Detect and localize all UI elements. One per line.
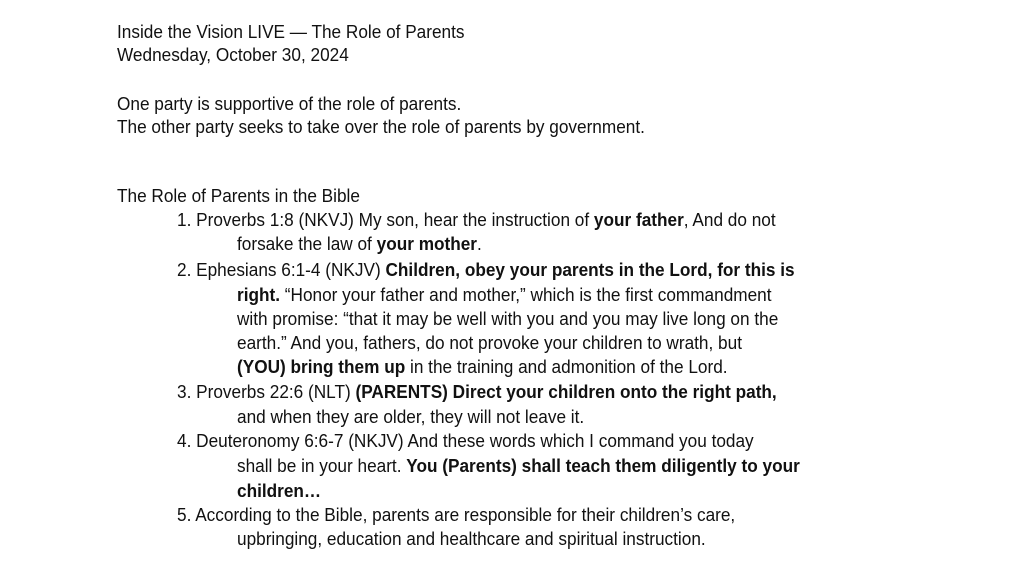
reference-text: Proverbs 22:6 (NLT) [196, 381, 356, 402]
verse-text: earth.” And you, fathers, do not provoke your children to wrath, but [237, 332, 742, 353]
list-item-5-line-2 [237, 527, 706, 551]
verse-text: “Honor your father and mother,” which is the first commandment [280, 284, 772, 305]
list-item-2-line-3 [237, 307, 778, 331]
intro-line-2: The other party seeks to take over the role of parents by government. [117, 116, 645, 137]
emphasis-text: right. [237, 284, 281, 305]
reference-text: Ephesians 6:1-4 (NKJV) [196, 259, 386, 280]
emphasis-text: children… [237, 480, 322, 501]
verse-text: and when they are older, they will not leave it. [237, 406, 585, 427]
emphasis-text: Children, obey your parents in the Lord, for this is [385, 259, 795, 280]
verse-text: with promise: “that it may be well with you and you may live long on the [237, 308, 779, 329]
emphasis-text: (YOU) bring them up [237, 356, 406, 377]
reference-text: Deuteronomy 6:6-7 (NKJV) And these words which I command you today [196, 430, 754, 451]
section-heading: The Role of Parents in the Bible [117, 185, 360, 206]
list-item-number: 5. [177, 504, 192, 525]
list-item-4-line-3 [237, 479, 321, 503]
verse-text: forsake the law of [237, 233, 377, 254]
verse-text: in the training and admonition of the Lord. [405, 356, 728, 377]
list-item-2-line-2 [237, 283, 772, 307]
emphasis-text: (PARENTS) Direct your children onto the right path, [355, 381, 777, 402]
list-item-number: 2. [177, 259, 192, 280]
verse-text: shall be in your heart. [237, 455, 407, 476]
emphasis-text: You (Parents) shall teach them diligently to your [406, 455, 800, 476]
list-item-1-line-2 [237, 232, 482, 256]
list-item-1-line-1 [177, 208, 776, 232]
list-item-4-line-2 [237, 454, 800, 478]
list-item-3-line-1 [177, 380, 777, 404]
intro-line-1: One party is supportive of the role of parents. [117, 93, 462, 114]
verse-text: , And do not [683, 209, 776, 230]
emphasis-text: your father [593, 209, 684, 230]
list-item-2-line-4 [237, 331, 742, 355]
document-date: Wednesday, October 30, 2024 [117, 44, 349, 65]
verse-text: According to the Bible, parents are responsible for their children’s care, [195, 504, 736, 525]
emphasis-text: your mother [376, 233, 478, 254]
list-item-4-line-1 [177, 429, 754, 453]
list-item-2-line-1 [177, 258, 795, 282]
list-item-2-line-5 [237, 355, 728, 379]
list-item-number: 3. [177, 381, 192, 402]
list-item-3-line-2 [237, 405, 584, 429]
list-item-number: 1. [177, 209, 192, 230]
list-item-number: 4. [177, 430, 192, 451]
document-title: Inside the Vision LIVE — The Role of Parents [117, 21, 465, 42]
verse-text: upbringing, education and healthcare and spiritual instruction. [237, 528, 706, 549]
reference-text: Proverbs 1:8 (NKVJ) My son, hear the instruction of [196, 209, 594, 230]
list-item-5-line-1 [177, 503, 735, 527]
verse-text: . [477, 233, 482, 254]
